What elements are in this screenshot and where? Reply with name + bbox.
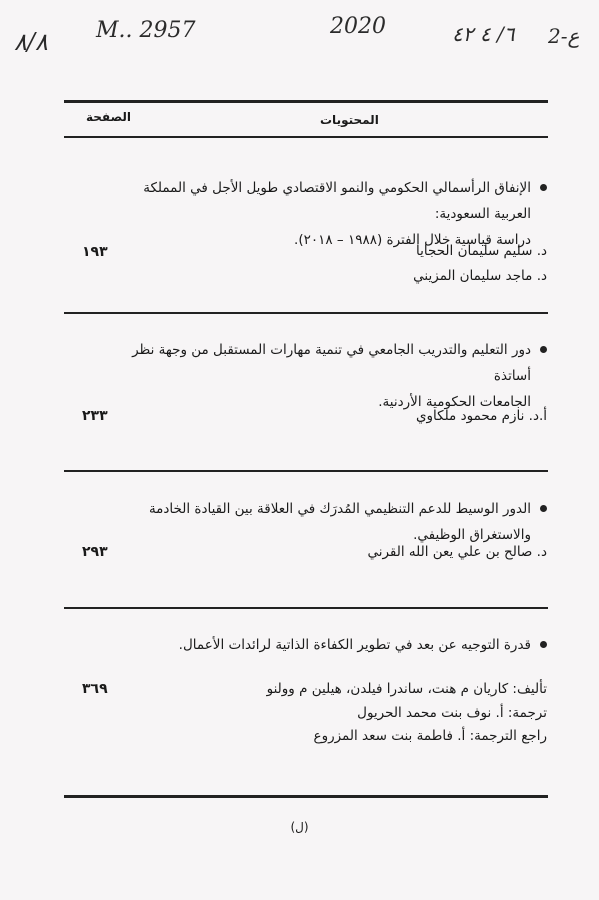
handwritten-year: 2020 (330, 14, 386, 39)
handwritten-date: ٦/ ٤ ٤٢ (452, 22, 515, 46)
entry-divider (64, 470, 548, 472)
entry-title-line: قدرة التوجيه عن بعد في تطوير الكفاءة الذاتية لرائدات الأعمال. (178, 637, 531, 653)
handwritten-right-mark: ع-2 (548, 24, 580, 48)
toc-entry-4-title (107, 632, 547, 658)
entry-title-line: دور التعليم والتدريب الجامعي في تنمية مهارات المستقبل من وجهة نظر أساتذة (132, 342, 531, 384)
bullet-icon (540, 505, 547, 512)
toc-entry-4-page: ٣٦٩ (82, 681, 108, 697)
toc-entry-3-author-1: د. صالح بن علي يعن الله القرني (367, 544, 547, 560)
toc-entry-3-title (107, 496, 547, 548)
toc-entry-2-page: ٢٣٣ (82, 408, 108, 424)
bullet-icon (540, 346, 547, 353)
handwritten-ref-number: M.. 2957 (96, 18, 196, 43)
header-rule (64, 136, 548, 138)
entry-divider (64, 607, 548, 609)
toc-entry-4-author-2: ترجمة: أ. نوف بنت محمد الحريول (357, 705, 547, 721)
toc-entry-1-author-1: د. سليم سليمان الحجايا (416, 243, 547, 259)
toc-entry-1-title (107, 175, 547, 253)
contents-heading: المحتويات (320, 113, 379, 127)
bottom-rule (64, 795, 548, 798)
toc-entry-4-author-3: راجع الترجمة: أ. فاطمة بنت سعد المزروع (313, 728, 547, 744)
top-rule (64, 100, 548, 103)
page-column-heading: الصفحة (86, 110, 132, 124)
toc-entry-2-author-1: أ.د. نازم محمود ملكاوي (415, 408, 547, 424)
bullet-icon (540, 184, 547, 191)
bullet-icon (540, 641, 547, 648)
toc-entry-1-page: ١٩٣ (82, 244, 108, 260)
toc-entry-2-title (107, 337, 547, 415)
entry-title-line: الجامعات الحكومية الأردنية. (378, 394, 531, 410)
handwritten-left-mark: ٨/٨ (14, 28, 48, 56)
entry-divider (64, 312, 548, 314)
entry-title-line: الإنفاق الرأسمالي الحكومي والنمو الاقتصادي طويل الأجل في المملكة العربية السعودية: (143, 180, 531, 222)
toc-entry-4-author-1: تأليف: كاريان م هنت، ساندرا فيلدن، هيلين م وولنو (266, 681, 547, 697)
toc-entry-3-page: ٢٩٣ (82, 544, 108, 560)
entry-title-line: دراسة قياسية خلال الفترة (١٩٨٨ – ٢٠١٨). (294, 232, 531, 248)
entry-title-line: الدور الوسيط للدعم التنظيمي المُدرَك في العلاقة بين القيادة الخادمة والاستغراق الوظيفي. (148, 501, 531, 543)
toc-entry-1-author-2: د. ماجد سليمان المزيني (413, 268, 547, 284)
page-number-letter: (ل) (290, 820, 309, 834)
